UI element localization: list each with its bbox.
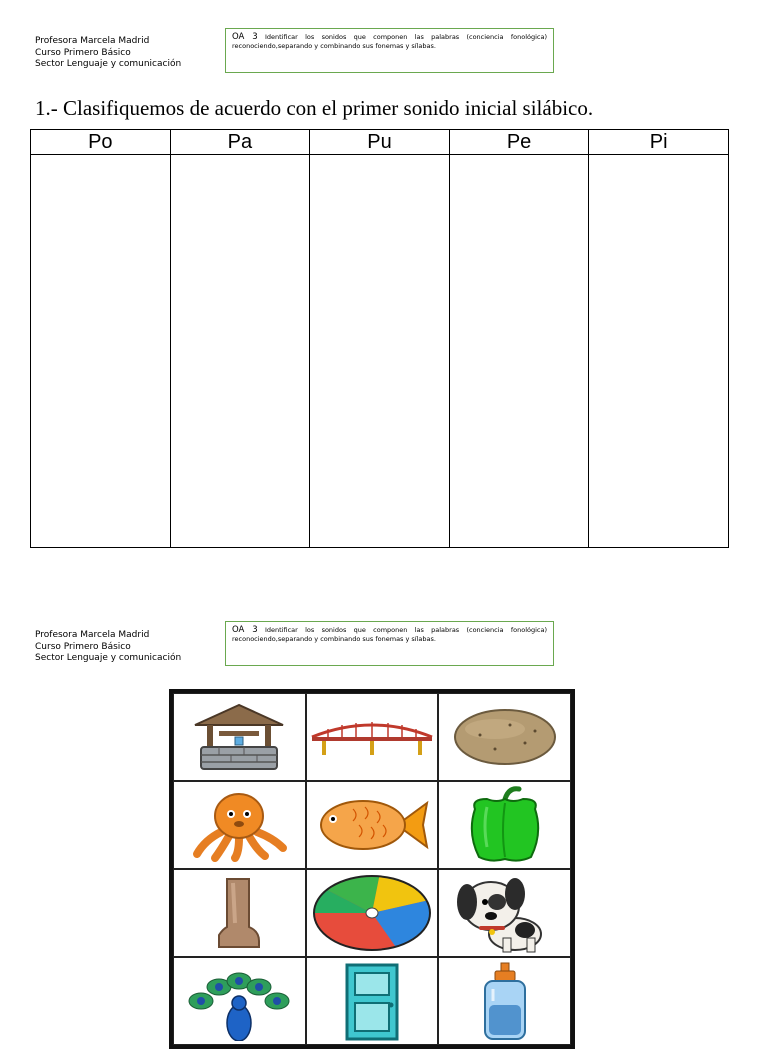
foot-icon [209,875,269,951]
objective-box [225,621,554,666]
picture-grid [169,689,575,1049]
well-icon [189,701,289,773]
peacock-icon [179,961,299,1041]
activity-title: 1.- Clasifiquemos de acuerdo con el primer sonido inicial silábico. [35,96,594,120]
column-cell-po[interactable] [31,155,171,548]
fish-icon [313,795,431,855]
teacher-name: Profesora Marcela Madrid [35,630,150,640]
octopus-icon [187,788,291,862]
ball-icon [310,873,434,953]
picture-cell[interactable] [173,781,306,869]
picture-cell[interactable] [173,957,306,1045]
sector-name: Sector Lenguaje y comunicación [35,59,182,69]
picture-cell[interactable] [306,693,439,781]
teacher-name: Profesora Marcela Madrid [35,36,150,46]
picture-cell[interactable] [438,781,571,869]
course-name: Curso Primero Básico [35,641,131,652]
objective-box [225,28,554,73]
picture-cell[interactable] [173,869,306,957]
column-header-pi: Pi [589,130,729,155]
header-info-page1 [35,36,181,71]
column-cell-pa[interactable] [170,155,310,548]
sector-name: Sector Lenguaje y comunicación [35,653,182,663]
pepper-icon [457,785,553,865]
objective-text: Identificar los sonidos que componen las palabras (conciencia fonológica) reconociendo,separando y combinando sus fonemas y sílabas. [232,33,547,50]
picture-cell[interactable] [438,869,571,957]
column-header-po: Po [31,130,171,155]
picture-cell[interactable] [306,869,439,957]
objective-code: OA 3 [232,32,258,42]
dog-icon [453,872,557,954]
objective-text: Identificar los sonidos que componen las palabras (conciencia fonológica) reconociendo,separando y combinando sus fonemas y sílabas. [232,626,547,643]
classification-table [30,129,729,548]
column-header-pa: Pa [170,130,310,155]
objective-code: OA 3 [232,625,258,635]
door-icon [337,961,407,1041]
column-header-pu: Pu [310,130,450,155]
picture-cell[interactable] [438,693,571,781]
column-header-pe: Pe [449,130,589,155]
bottle-icon [475,961,535,1041]
picture-cell[interactable] [173,693,306,781]
bridge-icon [308,717,436,757]
course-name: Curso Primero Básico [35,47,131,58]
picture-cell[interactable] [306,781,439,869]
header-info-page2 [35,630,181,665]
picture-cell[interactable] [438,957,571,1045]
column-cell-pu[interactable] [310,155,450,548]
potato-icon [450,705,560,769]
picture-cell[interactable] [306,957,439,1045]
column-cell-pi[interactable] [589,155,729,548]
column-cell-pe[interactable] [449,155,589,548]
